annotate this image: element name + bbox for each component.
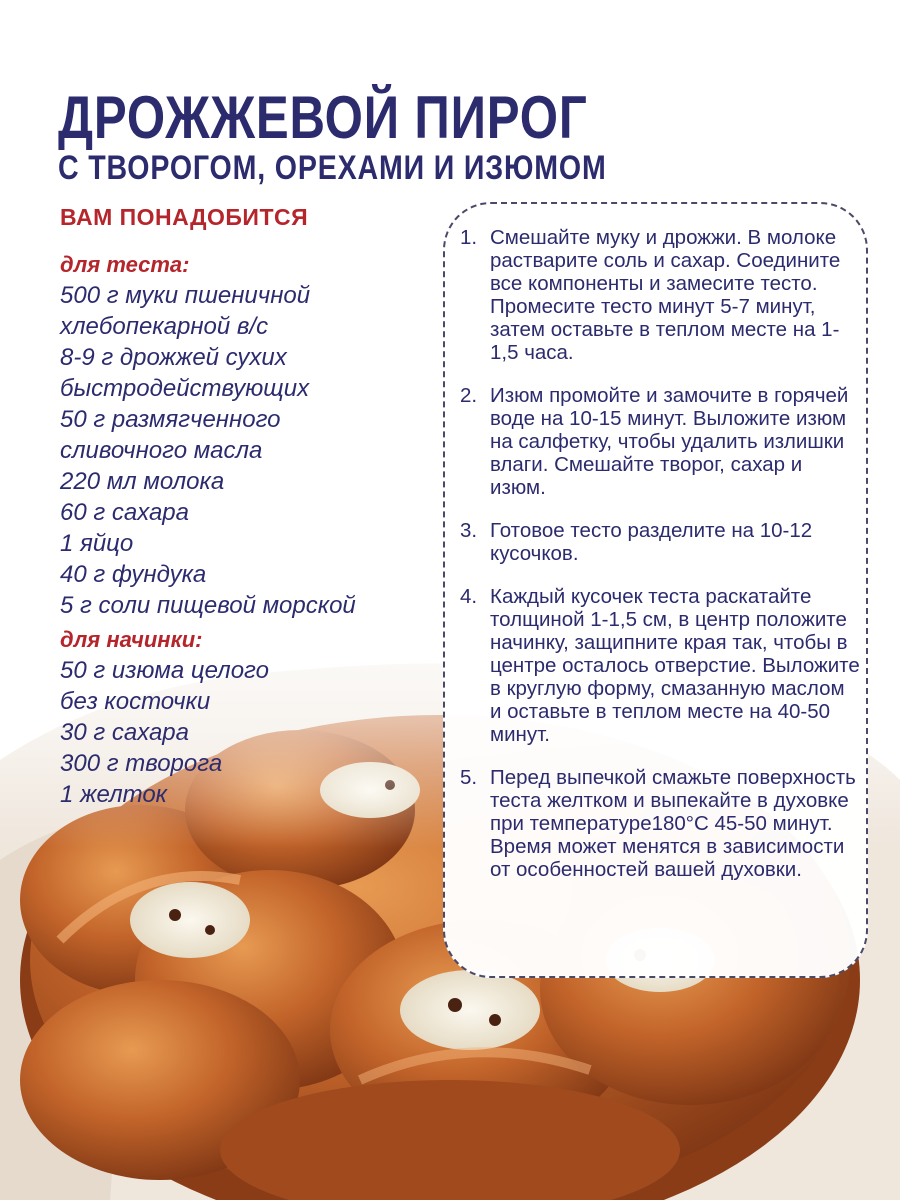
step-item [460,384,860,499]
step-item [460,519,860,565]
recipe-title: ДРОЖЖЕВОЙ ПИРОГ [58,84,588,151]
step-item [460,226,860,364]
ingredient-item: 1 яйцо [60,530,134,557]
ingredient-item: быстродействующих [60,375,310,402]
step-text: Каждый кусочек теста раскатайте толщиной 1-1,5 см, в центр положите начинку, защипните края так, чтобы в центре осталось отверстие. Выложите в круглую форму, смазанную маслом и оставьте в теплом месте на 40-50 минут. [490,585,860,746]
filling-ingredients-list [60,655,269,810]
ingredient-item: 40 г фундука [60,561,207,588]
ingredient-item: хлебопекарной в/с [60,313,269,340]
step-text: Готовое тесто разделите на 10-12 кусочков. [490,519,813,565]
filling-heading: для начинки: [60,627,203,652]
recipe-subtitle: С ТВОРОГОМ, ОРЕХАМИ И ИЗЮМОМ [58,149,607,187]
step-text: Изюм промойте и замочите в горячей воде на 10-15 минут. Выложите изюм на салфетку, чтобы удалить излишки влаги. Смешайте творог, сахар и изюм. [490,384,849,499]
dough-heading: для теста: [60,252,190,277]
ingredient-item: 1 желток [60,781,168,808]
dough-ingredients-list [60,280,356,621]
step-item [460,766,860,881]
ingredient-item: без косточки [60,688,211,715]
step-number: 2. [460,384,478,407]
step-number: 5. [460,766,478,789]
ingredient-item: 8-9 г дрожжей сухих [60,344,287,371]
step-number: 4. [460,585,478,608]
ingredient-item: 220 мл молока [60,468,225,495]
ingredient-item: 60 г сахара [60,499,189,526]
step-text: Перед выпечкой смажьте поверхность теста желтком и выпекайте в духовке при температуре180°С 45-50 минут. Время может менятся в зависимости от особенностей вашей духовки. [490,766,856,881]
step-text: Смешайте муку и дрожжи. В молоке растварите соль и сахар. Соедините все компоненты и замесите тесто. Промесите тесто минут 5-7 минут, затем оставьте в теплом месте на 1-1,5 часа. [490,226,841,364]
step-number: 1. [460,226,478,249]
ingredient-item: 30 г сахара [60,719,189,746]
ingredient-item: 500 г муки пшеничной [60,282,311,309]
ingredient-item: 5 г соли пищевой морской [60,592,356,619]
step-item [460,585,860,746]
ingredients-heading: ВАМ ПОНАДОБИТСЯ [60,204,309,230]
ingredient-item: 50 г изюма целого [60,657,269,684]
steps-list [460,226,860,901]
step-number: 3. [460,519,478,542]
ingredient-item: 300 г творога [60,750,223,777]
ingredient-item: сливочного масла [60,437,263,464]
ingredient-item: 50 г размягченного [60,406,281,433]
